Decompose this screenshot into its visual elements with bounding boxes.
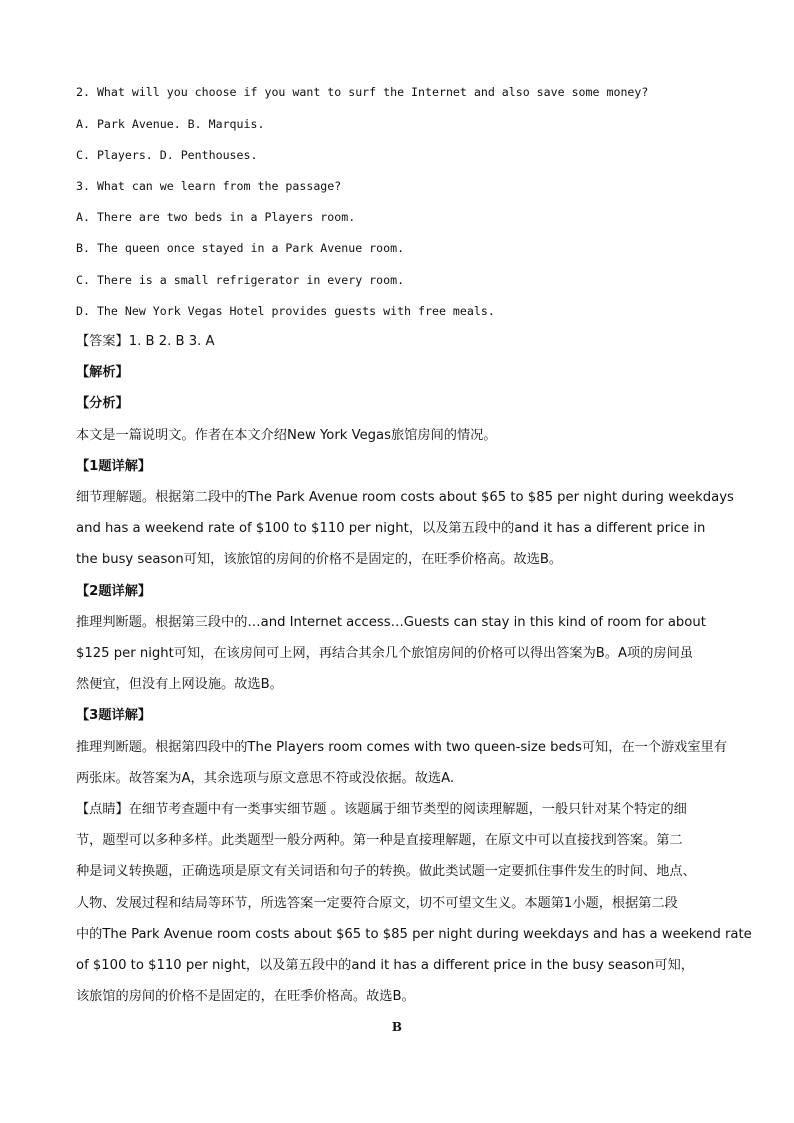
dianjing-line-4: 人物、发展过程和结局等环节，所选答案一定要符合原文，切不可望文生义。本题第1小题，根据第二段 [76,896,678,911]
detail-1-line-1: 细节理解题。根据第二段中的The Park Avenue room costs about $65 to $85 per night during weekdays [76,490,734,505]
dianjing-line-7: 该旅馆的房间的价格不是固定的，在旺季价格高。故选B。 [76,989,415,1004]
detail-1-line-2: and has a weekend rate of $100 to $110 per night，以及第五段中的and it has a different price in [76,521,706,536]
detail-1-heading: 【1题详解】 [76,459,152,474]
detail-1-line-3: the busy season可知，该旅馆的房间的价格不是固定的，在旺季价格高。故选B。 [76,552,563,567]
dianjing-line-1: 【点睛】在细节考查题中有一类事实细节题 。该题属于细节类型的阅读理解题，一般只针对某个特定的细 [76,802,687,817]
question-3: 3. What can we learn from the passage? [76,179,342,193]
fenxi-text: 本文是一篇说明文。作者在本文介绍New York Vegas旅馆房间的情况。 [76,428,497,443]
question-3-option-c: C. There is a small refrigerator in every room. [76,273,405,287]
question-2-options-cd: C. Players. D. Penthouses. [76,148,258,162]
detail-3-line-1: 推理判断题。根据第四段中的The Players room comes with two queen-size beds可知，在一个游戏室里有 [76,740,727,755]
detail-3-line-2: 两张床。故答案为A，其余选项与原文意思不符或没依据。故选A. [76,771,455,786]
dianjing-line-5: 中的The Park Avenue room costs about $65 to $85 per night during weekdays and has a weekend rate [76,927,752,942]
detail-2-heading: 【2题详解】 [76,584,152,599]
detail-3-heading: 【3题详解】 [76,708,152,723]
question-3-option-b: B. The queen once stayed in a Park Avenue room. [76,241,405,255]
detail-2-line-3: 然便宜，但没有上网设施。故选B。 [76,677,283,692]
fenxi-heading: 【分析】 [76,396,129,411]
detail-2-line-1: 推理判断题。根据第三段中的…and Internet access…Guests can stay in this kind of room for about [76,615,706,630]
question-2-options-ab: A. Park Avenue. B. Marquis. [76,117,265,131]
dianjing-line-3: 种是词义转换题，正确选项是原文有关词语和句子的转换。做此类试题一定要抓住事件发生的时间、地点、 [76,864,696,879]
jiexi-heading: 【解析】 [76,365,129,380]
answer-line: 【答案】1. B 2. B 3. A [76,334,215,349]
question-3-option-d: D. The New York Vegas Hotel provides guests with free meals. [76,304,495,318]
page-footer-label: B [391,1020,403,1034]
detail-2-line-2: $125 per night可知，在该房间可上网，再结合其余几个旅馆房间的价格可以得出答案为B。A项的房间虽 [76,646,693,661]
dianjing-line-2: 节，题型可以多种多样。此类题型一般分两种。第一种是直接理解题，在原文中可以直接找到答案。第二 [76,833,683,848]
question-3-option-a: A. There are two beds in a Players room. [76,210,356,224]
question-2: 2. What will you choose if you want to surf the Internet and also save some money? [76,85,649,99]
dianjing-line-6: of $100 to $110 per night，以及第五段中的and it has a different price in the busy season可知， [76,958,694,973]
